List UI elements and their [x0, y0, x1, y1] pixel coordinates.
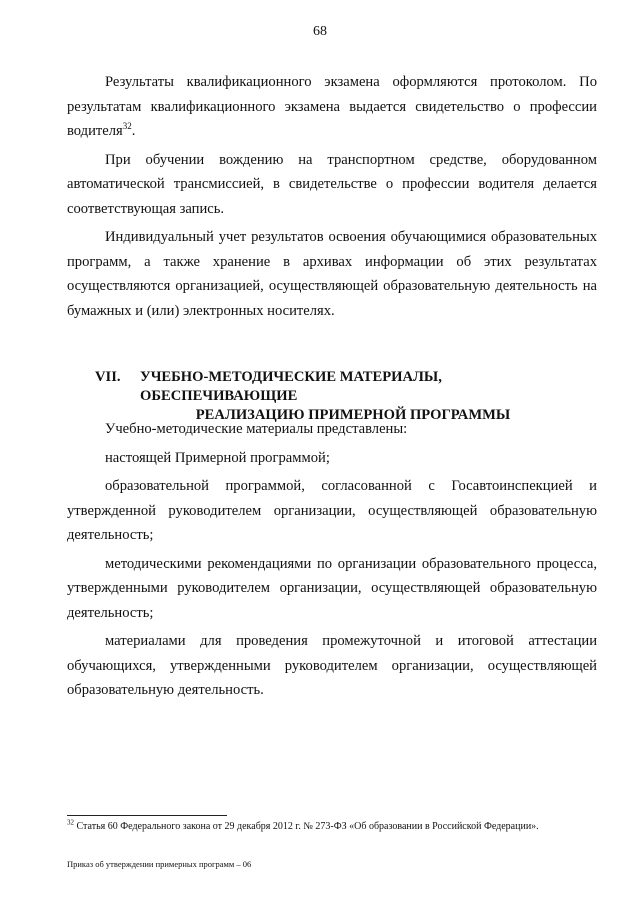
footnote — [67, 820, 607, 834]
page-number: 68 — [313, 24, 327, 39]
list-item-methodical-recommendations: методическими рекомендациями по организации образовательного процесса, утвержденными руководителем организации, осуществляющей образовательную деятельность; — [67, 555, 597, 621]
paragraph-text: Результаты квалификационного экзамена оформляются протоколом. По результатам квалификационного экзамена выдается свидетельство о профессии водителя — [67, 74, 597, 139]
list-item-educational-program: образовательной программой, согласованной с Госавтоинспекцией и утвержденной руководителем организации, осуществляющей образовательную деятельность; — [67, 478, 597, 543]
paragraph-end: . — [131, 123, 136, 139]
document-footer: Приказ об утверждении примерных программ – 06 — [67, 859, 252, 869]
paragraph-individual-record: Индивидуальный учет результатов освоения обучающимися образовательных программ, а также хранение в архивах информации об этих результатах осуществляются организацией, осуществляющей образовательную деятельность на бумажных и (или) электронных носителях. — [67, 229, 597, 319]
body-text-bottom — [67, 417, 597, 707]
list-item-program: настоящей Примерной программой; — [105, 449, 330, 466]
footnote-text: Статья 60 Федерального закона от 29 декабря 2012 г. № 273-ФЗ «Об образовании в Российской Федерации». — [76, 821, 539, 832]
footnote-separator — [67, 815, 227, 816]
section-title-line1: УЧЕБНО-МЕТОДИЧЕСКИЕ МАТЕРИАЛЫ, ОБЕСПЕЧИВАЮЩИЕ — [140, 369, 442, 404]
paragraph-exam-results — [67, 70, 597, 144]
body-text-top — [67, 70, 597, 327]
list-item-attestation-materials: материалами для проведения промежуточной и итоговой аттестации обучающихся, утвержденными руководителем организации, осуществляющей образовательную деятельность. — [67, 633, 597, 698]
paragraph-automatic-transmission: При обучении вождению на транспортном средстве, оборудованном автоматической трансмиссией, в свидетельстве о профессии водителя делается соответствующая запись. — [67, 151, 597, 217]
footnote-marker: 32 — [67, 818, 74, 827]
paragraph-materials-intro: Учебно-методические материалы представлены: — [105, 421, 408, 437]
section-title-line2: РЕАЛИЗАЦИЮ ПРИМЕРНОЙ ПРОГРАММЫ — [195, 407, 511, 423]
footnote-reference: 32 — [122, 121, 132, 132]
section-number: VII. — [95, 369, 121, 385]
